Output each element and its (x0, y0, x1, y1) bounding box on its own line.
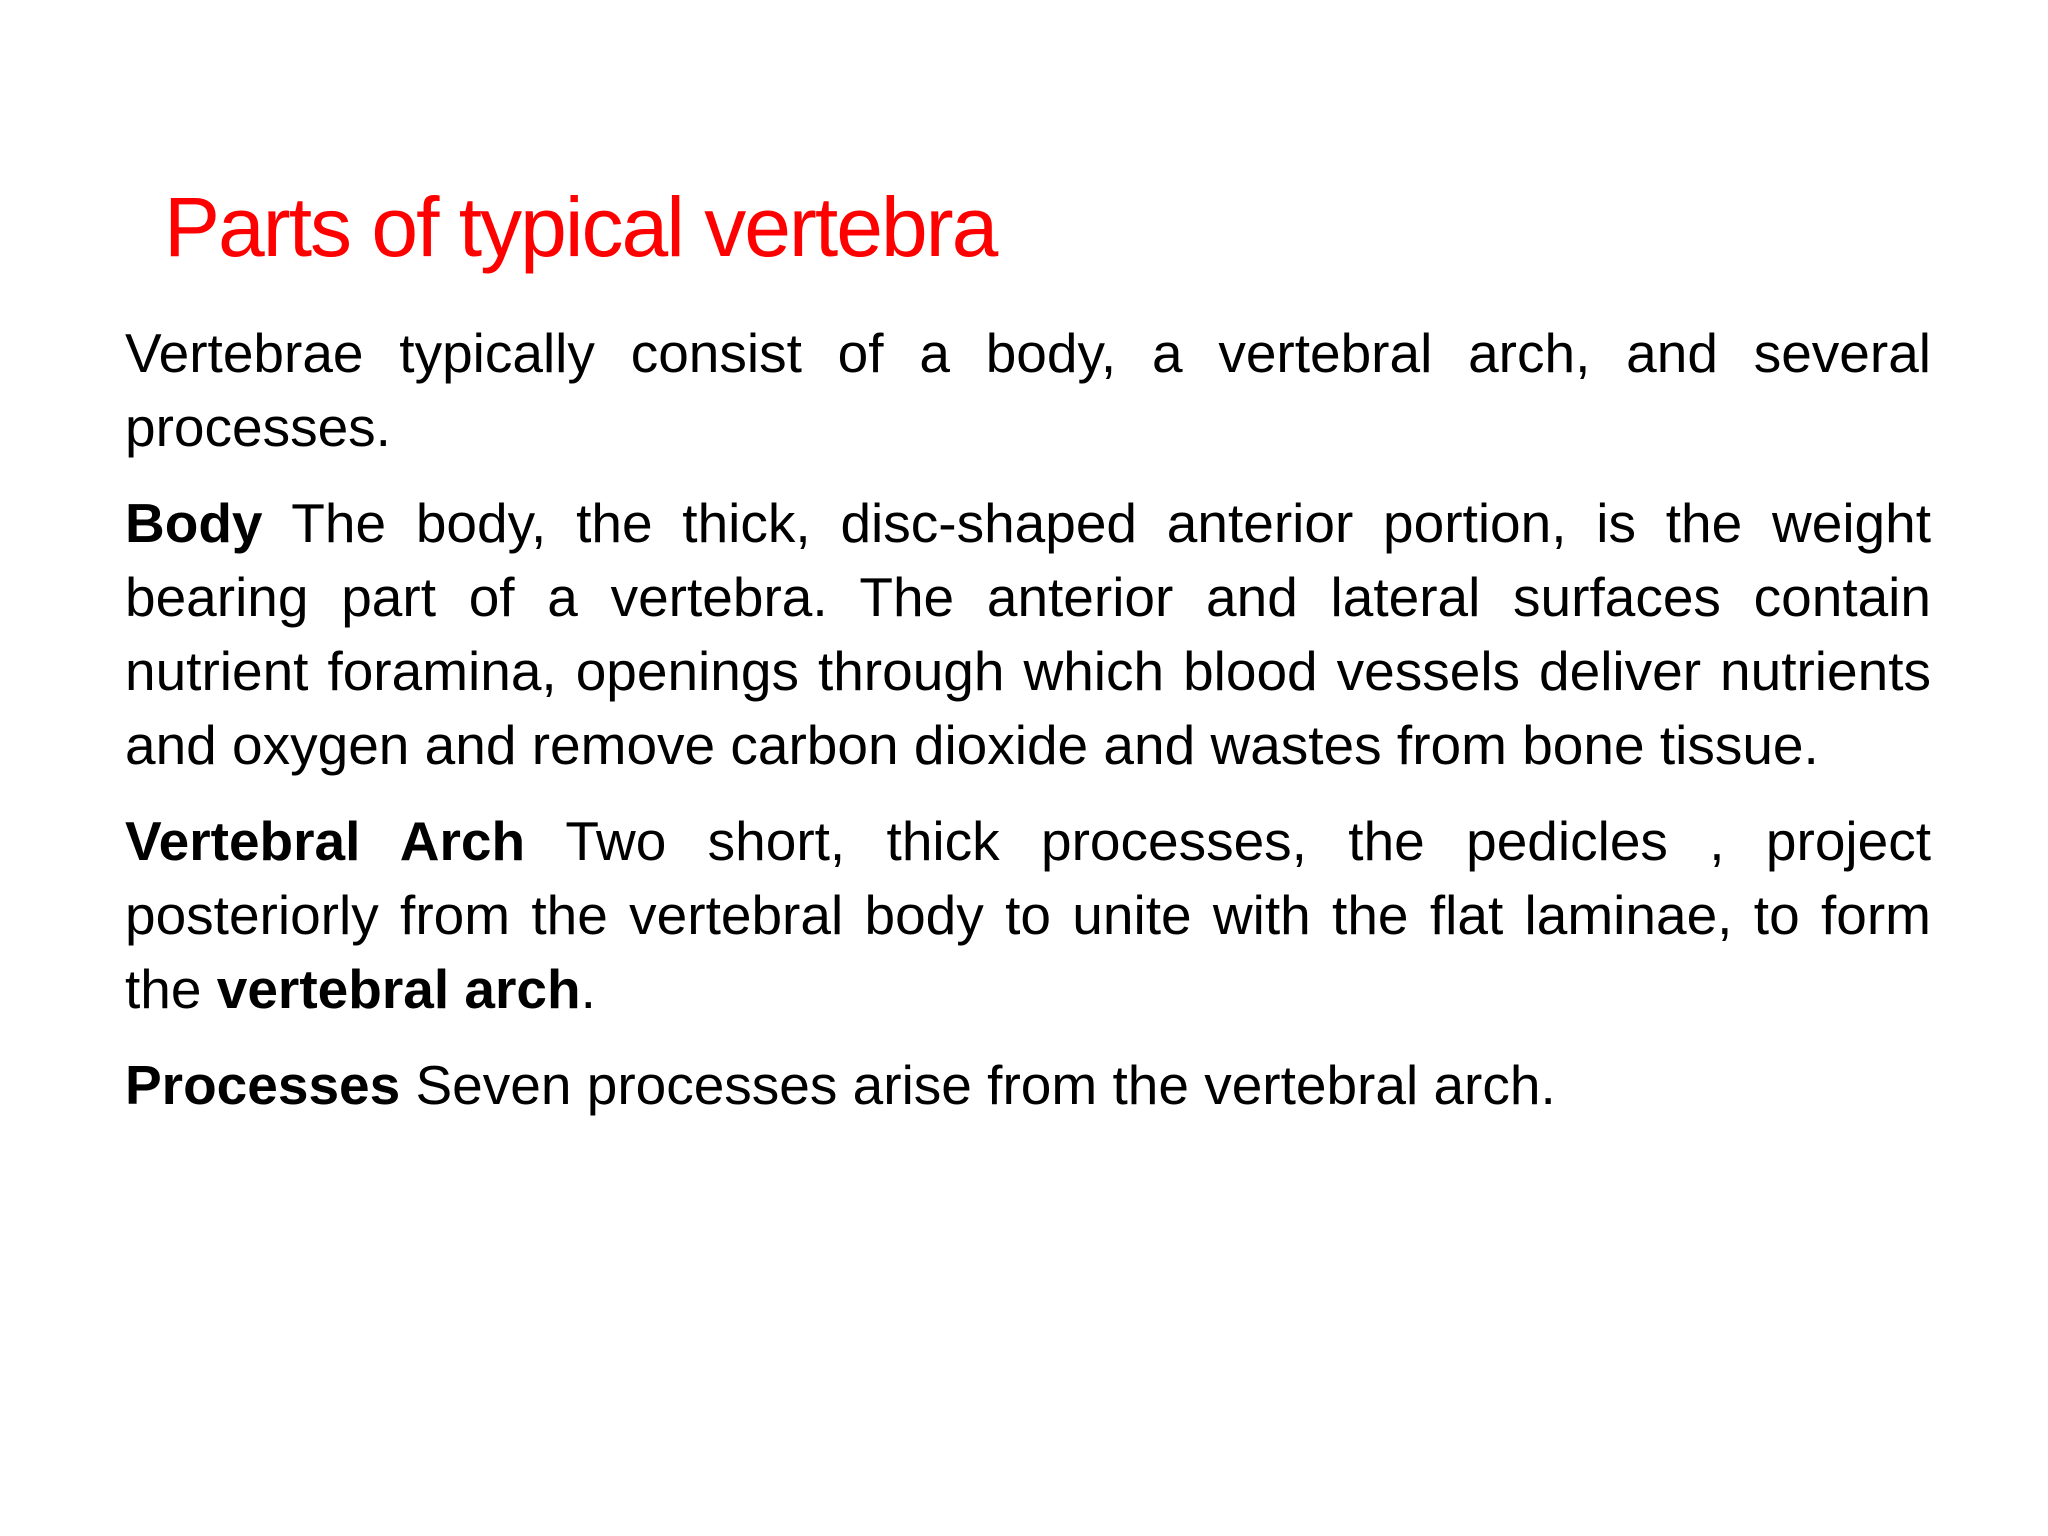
vertebral-arch-paragraph (125, 804, 1931, 1026)
vertebral-arch-period: . (580, 958, 596, 1020)
slide-body (125, 316, 1931, 1144)
body-term: Body (125, 492, 263, 554)
processes-term: Processes (125, 1054, 401, 1116)
body-paragraph (125, 486, 1931, 782)
body-text: The body, the thick, disc-shaped anterior portion, is the weight bearing part of a vertebra. The anterior and lateral surfaces contain nutrient foramina, openings through which blood vessels deliver nutrients and oxygen and remove carbon dioxide and wastes from bone tissue. (125, 492, 1931, 776)
vertebral-arch-text: Two short, thick processes, the pedicles , project posteriorly from the vertebral body to unite with the flat laminae, to form the (125, 810, 1931, 1020)
processes-text: Seven processes arise from the vertebral arch. (400, 1054, 1556, 1116)
vertebral-arch-term: Vertebral Arch (125, 810, 526, 872)
processes-paragraph (125, 1048, 1931, 1122)
intro-paragraph: Vertebrae typically consist of a body, a vertebral arch, and several processes. (125, 322, 1931, 458)
vertebral-arch-emphasis: vertebral arch (216, 958, 581, 1020)
slide-title: Parts of typical vertebra (164, 180, 997, 274)
